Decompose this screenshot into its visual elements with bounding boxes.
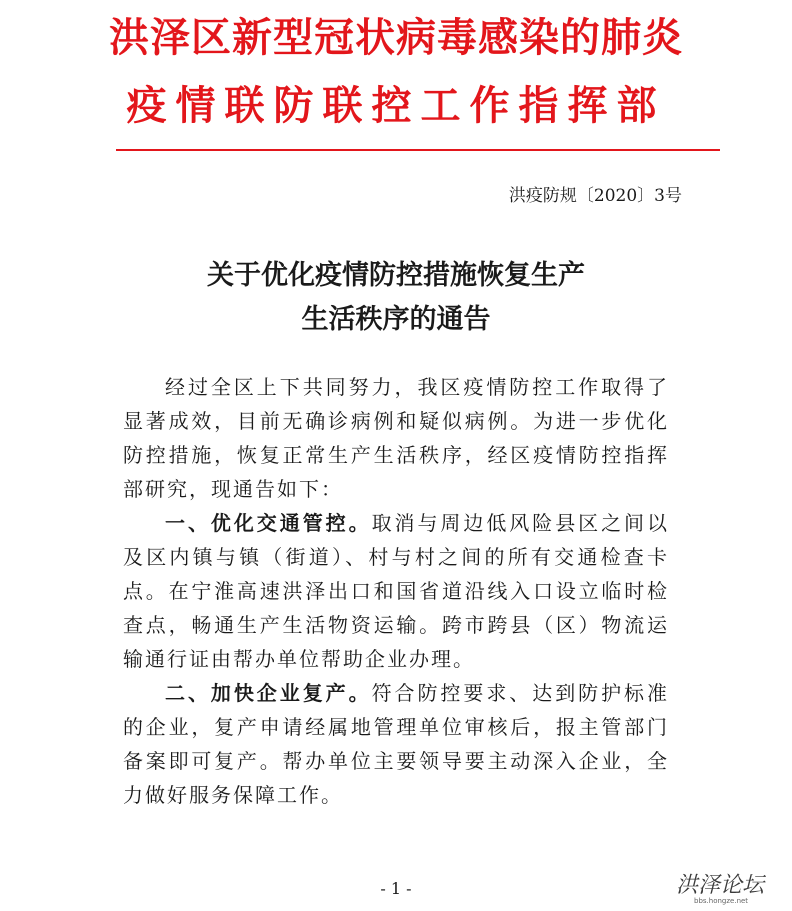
- notice-title-line2: 生活秩序的通告: [301, 304, 491, 335]
- watermark-subtext: bbs.hongze.net: [694, 897, 749, 905]
- watermark-text: 洪泽论坛: [676, 873, 765, 898]
- page-number: - 1 -: [380, 879, 412, 898]
- red-divider: [116, 149, 720, 151]
- intro-paragraph: 经过全区上下共同努力，我区疫情防控工作取得了显著成效，目前无确诊病例和疑似病例。为进一步优化防控措施，恢复正常生产生活秩序，经区疫情防控指挥部研究，现通告如下：: [123, 375, 669, 501]
- section-paragraph-1: [123, 506, 669, 676]
- section-heading-1: 一、优化交通管控。: [165, 511, 372, 535]
- notice-body: [123, 370, 669, 812]
- watermark-graphic: [674, 862, 778, 906]
- header-title-line1: 洪泽区新型冠状病毒感染的肺炎: [109, 15, 683, 61]
- document-number: 洪疫防规〔2020〕3号: [508, 186, 682, 206]
- header-title-line2: 疫情联防联控工作指挥部: [126, 83, 666, 129]
- section-text-1: 取消与周边低风险县区之间以及区内镇与镇（街道）、村与村之间的所有交通检查卡点。在宁淮高速洪泽出口和国省道沿线入口设立临时检查点，畅通生产生活物资运输。跨市跨县（区）物流运输通行证由帮办单位帮助企业办理。: [123, 511, 670, 671]
- section-text-2: 符合防控要求、达到防护标准的企业，复产申请经属地管理单位审核后，报主管部门备案即可复产。帮办单位主要领导要主动深入企业，全力做好服务保障工作。: [123, 681, 670, 807]
- section-heading-2: 二、加快企业复产。: [165, 681, 372, 705]
- notice-title-line1: 关于优化疫情防控措施恢复生产: [207, 260, 585, 291]
- section-paragraph-2: [123, 676, 669, 812]
- forum-watermark-logo: [674, 862, 778, 906]
